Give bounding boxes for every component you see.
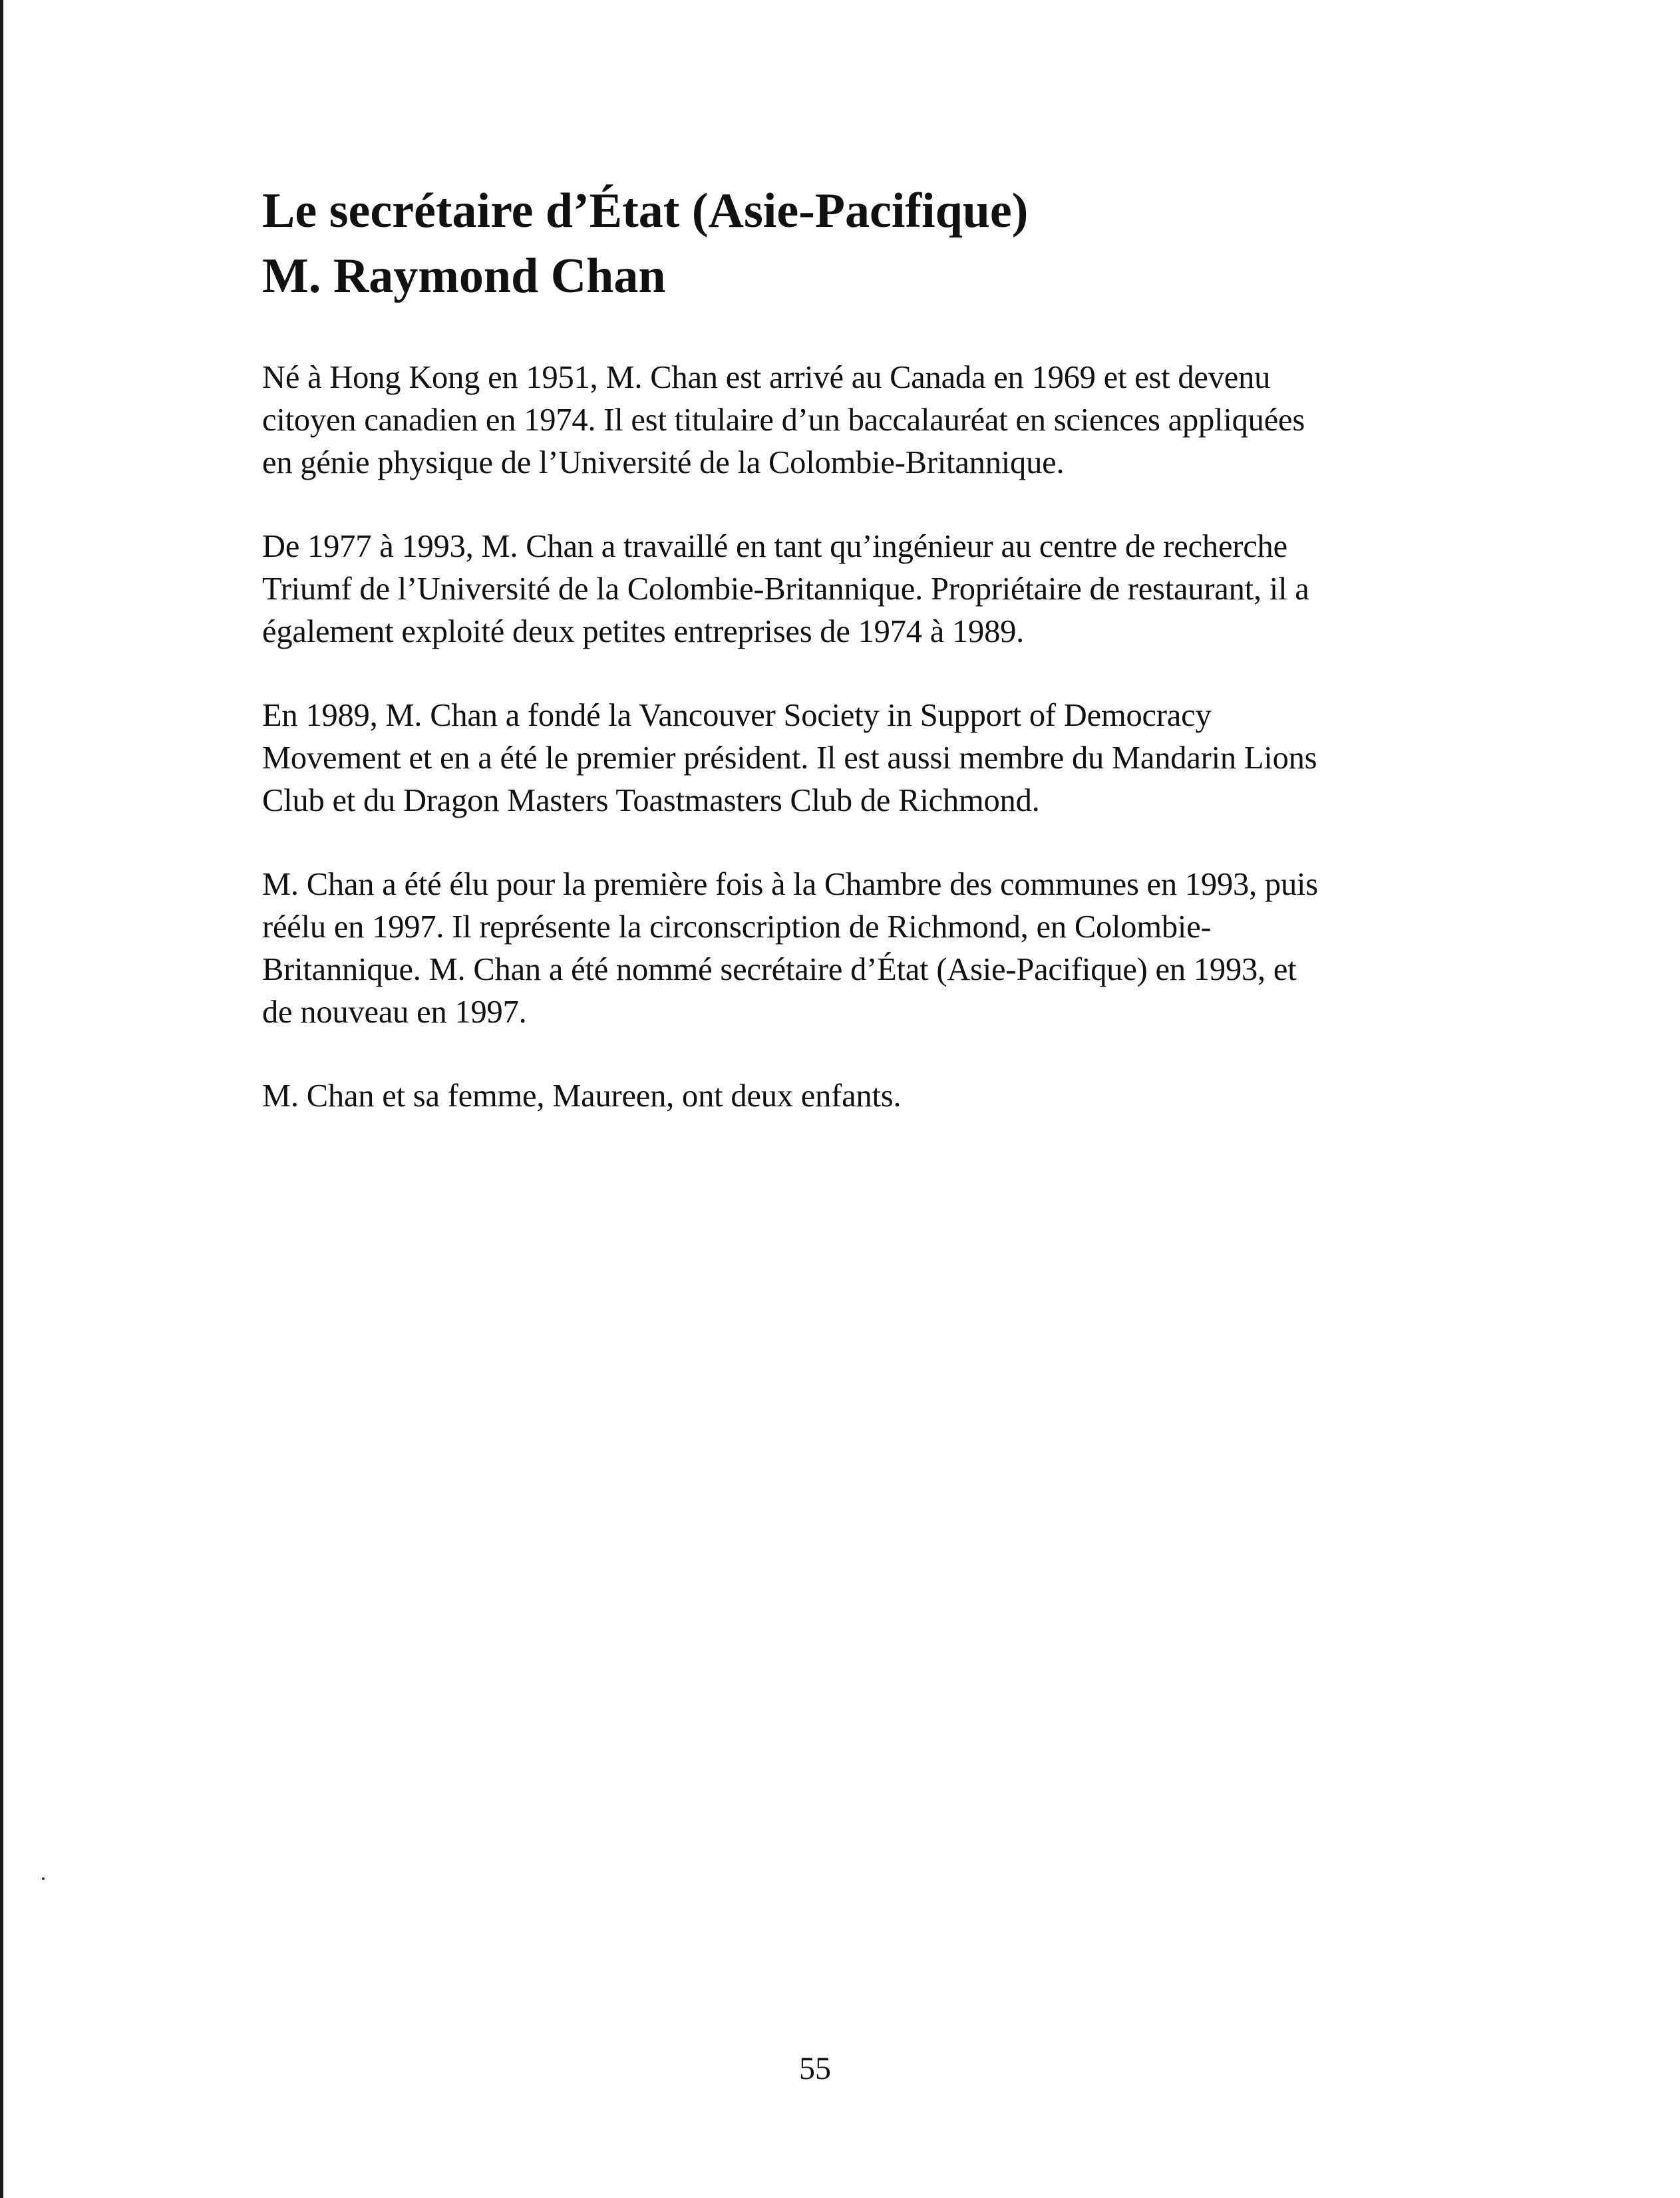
text-line: En 1989, M. Chan a fondé la Vancouver Society in Support of Democracy (262, 698, 1212, 733)
text-line: Triumf de l’Université de la Colombie-Britannique. Propriétaire de restaurant, il a (262, 571, 1309, 607)
text-line: M. Chan a été élu pour la première fois à la Chambre des communes en 1993, puis (262, 867, 1318, 902)
text-line: réélu en 1997. Il représente la circonscription de Richmond, en Colombie- (262, 909, 1212, 945)
paragraph-family (262, 1075, 1433, 1118)
page-number: 55 (799, 2051, 831, 2086)
scan-edge (0, 0, 3, 2198)
text-line: Né à Hong Kong en 1951, M. Chan est arrivé au Canada en 1969 et est devenu (262, 360, 1271, 395)
text-line: De 1977 à 1993, M. Chan a travaillé en tant qu’ingénieur au centre de recherche (262, 529, 1287, 564)
paragraph-political (262, 864, 1433, 1034)
title-line: Le secrétaire d’État (Asie-Pacifique) (262, 184, 1029, 238)
scan-speck (42, 1877, 45, 1880)
text-line: citoyen canadien en 1974. Il est titulaire d’un baccalauréat en sciences appliquées (262, 402, 1305, 438)
text-line: M. Chan et sa femme, Maureen, ont deux enfants. (262, 1078, 902, 1114)
text-line: en génie physique de l’Université de la Colombie-Britannique. (262, 445, 1065, 480)
text-line: Britannique. M. Chan a été nommé secrétaire d’État (Asie-Pacifique) en 1993, et (262, 952, 1297, 987)
text-line: de nouveau en 1997. (262, 995, 527, 1030)
page-title (262, 178, 1433, 309)
text-line: Club et du Dragon Masters Toastmasters Club de Richmond. (262, 783, 1040, 818)
document-page (262, 178, 1433, 1159)
paragraph-community (262, 695, 1433, 822)
document-body (262, 357, 1433, 1118)
paragraph-career (262, 526, 1433, 653)
text-line: également exploité deux petites entreprises de 1974 à 1989. (262, 614, 1025, 649)
paragraph-birth-education (262, 357, 1433, 484)
text-line: Movement et en a été le premier président. Il est aussi membre du Mandarin Lions (262, 740, 1317, 776)
title-line: M. Raymond Chan (262, 249, 666, 303)
